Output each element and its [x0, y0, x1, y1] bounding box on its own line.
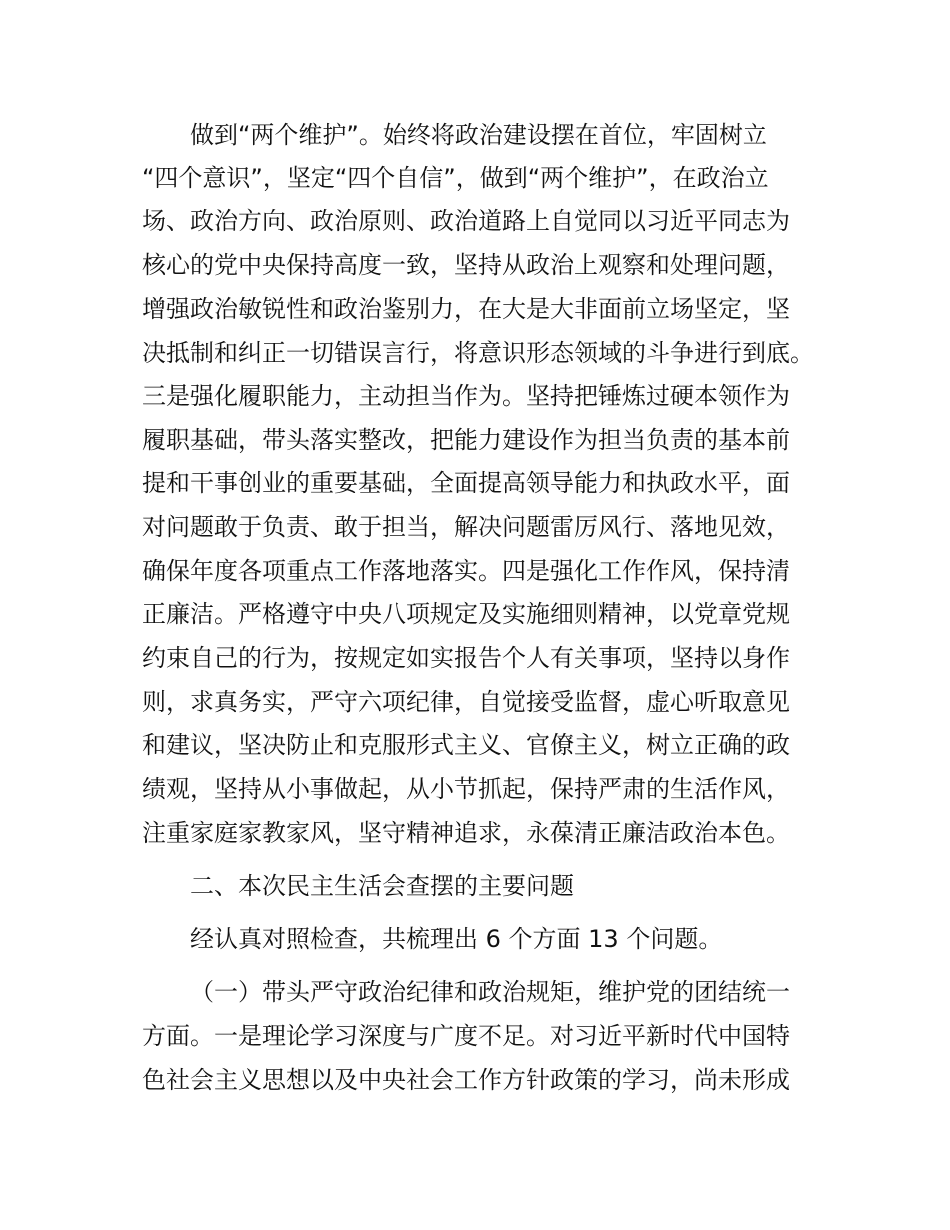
text-line: 注重家庭家教家风，坚守精神追求，永葆清正廉洁政治本色。: [142, 819, 790, 847]
text-line: 经认真对照检查，共梳理出 6 个方面 13 个问题。: [190, 925, 723, 953]
section-heading: 二、本次民主生活会查摆的主要问题: [190, 872, 574, 900]
subsection-heading: （一）带头严守政治纪律和政治规矩，维护党的团结统一: [190, 978, 790, 1006]
text-line: 则，求真务实，严守六项纪律，自觉接受监督，虚心听取意见: [142, 688, 790, 716]
text-line: 约束自己的行为，按规定如实报告个人有关事项，坚持以身作: [142, 644, 790, 672]
text-line: 色社会主义思想以及中央社会工作方针政策的学习，尚未形成: [142, 1066, 790, 1094]
text-line: 绩观，坚持从小事做起，从小节抓起，保持严肃的生活作风，: [142, 775, 790, 803]
text-line: 三是强化履职能力，主动担当作为。坚持把锤炼过硬本领作为: [142, 382, 790, 410]
text-line: 决抵制和纠正一切错误言行，将意识形态领域的斗争进行到底。: [142, 339, 814, 367]
text-line: “四个意识”，坚定“四个自信”，做到“两个维护”，在政治立: [142, 164, 769, 192]
text-line: 核心的党中央保持高度一致，坚持从政治上观察和处理问题，: [142, 251, 790, 279]
text-line: 正廉洁。严格遵守中央八项规定及实施细则精神，以党章党规: [142, 600, 790, 628]
text-line: 方面。一是理论学习深度与广度不足。对习近平新时代中国特: [142, 1022, 790, 1050]
text-line: 确保年度各项重点工作落地落实。四是强化工作作风，保持清: [142, 557, 790, 585]
text-line: 场、政治方向、政治原则、政治道路上自觉同以习近平同志为: [142, 207, 790, 235]
text-line: 对问题敢于负责、敢于担当，解决问题雷厉风行、落地见效，: [142, 513, 790, 541]
text-line: 和建议，坚决防止和克服形式主义、官僚主义，树立正确的政: [142, 731, 790, 759]
text-line: 履职基础，带头落实整改，把能力建设作为担当负责的基本前: [142, 426, 790, 454]
text-line: 提和干事创业的重要基础，全面提高领导能力和执政水平，面: [142, 469, 790, 497]
text-line: 做到“两个维护”。始终将政治建设摆在首位，牢固树立: [190, 121, 767, 149]
text-line: 增强政治敏锐性和政治鉴别力，在大是大非面前立场坚定，坚: [142, 295, 790, 323]
